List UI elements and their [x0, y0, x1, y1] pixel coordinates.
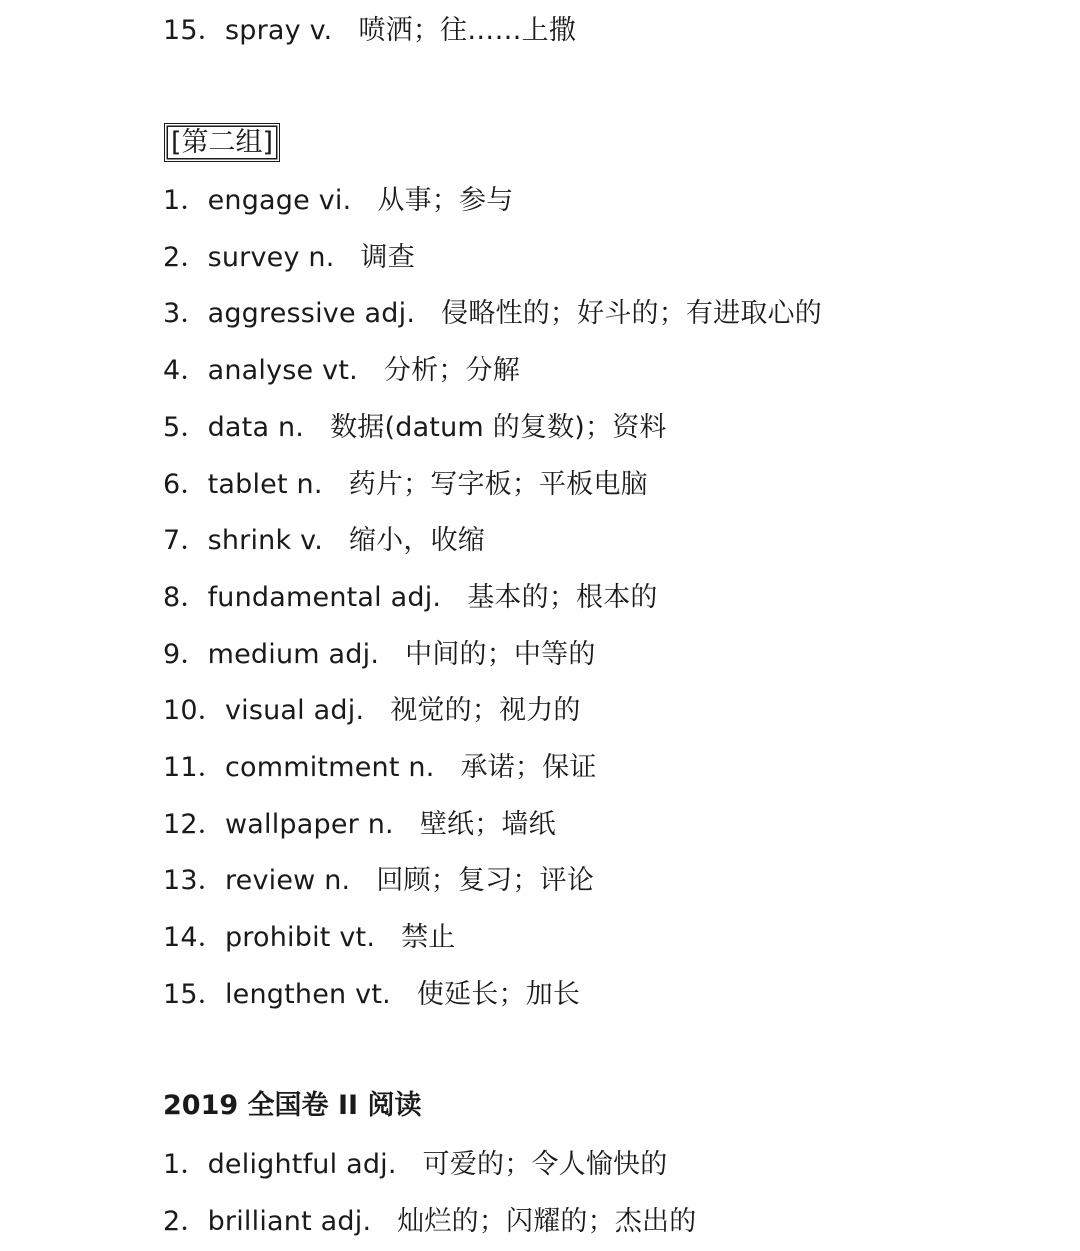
- entry-word: survey n.: [207, 241, 335, 273]
- vocab-entry: 7．shrink v. 缩小，收缩: [163, 525, 485, 557]
- entry-word: fundamental adj.: [207, 581, 442, 613]
- entry-word: data n.: [207, 411, 305, 443]
- entry-word: visual adj.: [224, 695, 365, 727]
- entry-definition: 使延长；加长: [416, 978, 581, 1010]
- entry-number: 13: [163, 865, 198, 897]
- entry-number: 3: [163, 298, 181, 330]
- entry-word: aggressive adj.: [207, 298, 416, 330]
- entry-definition: 灿烂的；闪耀的；杰出的: [397, 1205, 697, 1237]
- vocab-entry: 11．commitment n. 承诺；保证: [163, 752, 597, 783]
- entry-definition: 侵略性的；好斗的；有进取心的: [441, 298, 822, 330]
- vocab-entry: 15．lengthen vt. 使延长；加长: [163, 978, 581, 1010]
- entry-definition: 调查: [360, 241, 415, 273]
- entry-word: prohibit vt.: [224, 922, 376, 954]
- vocab-entry: 4．analyse vt. 分析；分解: [163, 355, 520, 387]
- vocab-entry: 1．engage vi. 从事；参与: [163, 185, 514, 216]
- vocab-entry: 2．brilliant adj. 灿烂的；闪耀的；杰出的: [163, 1205, 697, 1237]
- entry-definition: 禁止: [401, 922, 456, 954]
- entry-definition: 喷洒；往……上撒: [358, 15, 577, 46]
- entry-word: spray v.: [224, 15, 333, 46]
- entry-number: 15: [163, 15, 198, 46]
- entry-number: 8: [163, 581, 181, 613]
- entry-number: 14: [163, 922, 198, 954]
- vocab-entry: 6．tablet n. 药片；写字板；平板电脑: [163, 468, 648, 500]
- entry-definition: 视觉的；视力的: [390, 695, 581, 727]
- entry-word: brilliant adj.: [207, 1205, 372, 1237]
- entry-number: 2: [163, 1205, 181, 1237]
- entry-word: wallpaper n.: [224, 808, 394, 840]
- entry-number: 7: [163, 525, 181, 557]
- entry-number: 2: [163, 241, 181, 273]
- vocab-entry: 14．prohibit vt. 禁止: [163, 922, 456, 954]
- vocab-entry: 13．review n. 回顾；复习；评论: [163, 865, 594, 897]
- entry-definition: 药片；写字板；平板电脑: [348, 468, 648, 500]
- entry-number: 4: [163, 355, 181, 387]
- entry-number: 9: [163, 638, 181, 670]
- entry-number: 10: [163, 695, 198, 727]
- entry-definition: 从事；参与: [377, 185, 514, 216]
- group-label: [第二组]: [164, 123, 280, 162]
- entry-word: review n.: [224, 865, 351, 897]
- entry-word: shrink v.: [207, 525, 323, 557]
- vocab-entry: 5．data n. 数据(datum 的复数)；资料: [163, 411, 667, 443]
- entry-definition: 中间的；中等的: [405, 638, 596, 670]
- entry-word: engage vi.: [207, 185, 352, 216]
- entry-word: tablet n.: [207, 468, 323, 500]
- entry-definition: 壁纸；墙纸: [419, 808, 556, 840]
- vocab-entry: 2．survey n. 调查: [163, 241, 415, 273]
- entry-word: lengthen vt.: [224, 978, 391, 1010]
- entry-word: delightful adj.: [207, 1149, 397, 1180]
- entry-number: 6: [163, 468, 181, 500]
- vocab-entry: 3．aggressive adj. 侵略性的；好斗的；有进取心的: [163, 298, 822, 330]
- vocab-entry: 8．fundamental adj. 基本的；根本的: [163, 581, 658, 613]
- entry-number: 15: [163, 978, 198, 1010]
- entry-word: commitment n.: [224, 752, 435, 783]
- entry-definition: 分析；分解: [383, 355, 520, 387]
- entry-number: 5: [163, 411, 181, 443]
- vocab-entry: 10．visual adj. 视觉的；视力的: [163, 695, 581, 727]
- vocab-entry: 9．medium adj. 中间的；中等的: [163, 638, 596, 670]
- entry-definition: 数据(datum 的复数)；资料: [330, 411, 667, 443]
- entry-word: medium adj.: [207, 638, 380, 670]
- entry-definition: 承诺；保证: [460, 752, 597, 783]
- vocab-entry: 15．spray v. 喷洒；往……上撒: [163, 15, 577, 46]
- entry-definition: 可爱的；令人愉快的: [422, 1149, 668, 1180]
- entry-definition: 回顾；复习；评论: [376, 865, 594, 897]
- entry-word: analyse vt.: [207, 355, 358, 387]
- entry-number: 12: [163, 808, 198, 840]
- section-heading: 2019 全国卷 II 阅读: [163, 1090, 422, 1121]
- vocab-entry: 12．wallpaper n. 壁纸；墙纸: [163, 808, 556, 840]
- entry-definition: 缩小，收缩: [348, 525, 485, 557]
- vocab-entry: 1．delightful adj. 可爱的；令人愉快的: [163, 1149, 668, 1180]
- entry-definition: 基本的；根本的: [467, 581, 658, 613]
- entry-number: 1: [163, 185, 181, 216]
- entry-number: 1: [163, 1149, 181, 1180]
- entry-number: 11: [163, 752, 198, 783]
